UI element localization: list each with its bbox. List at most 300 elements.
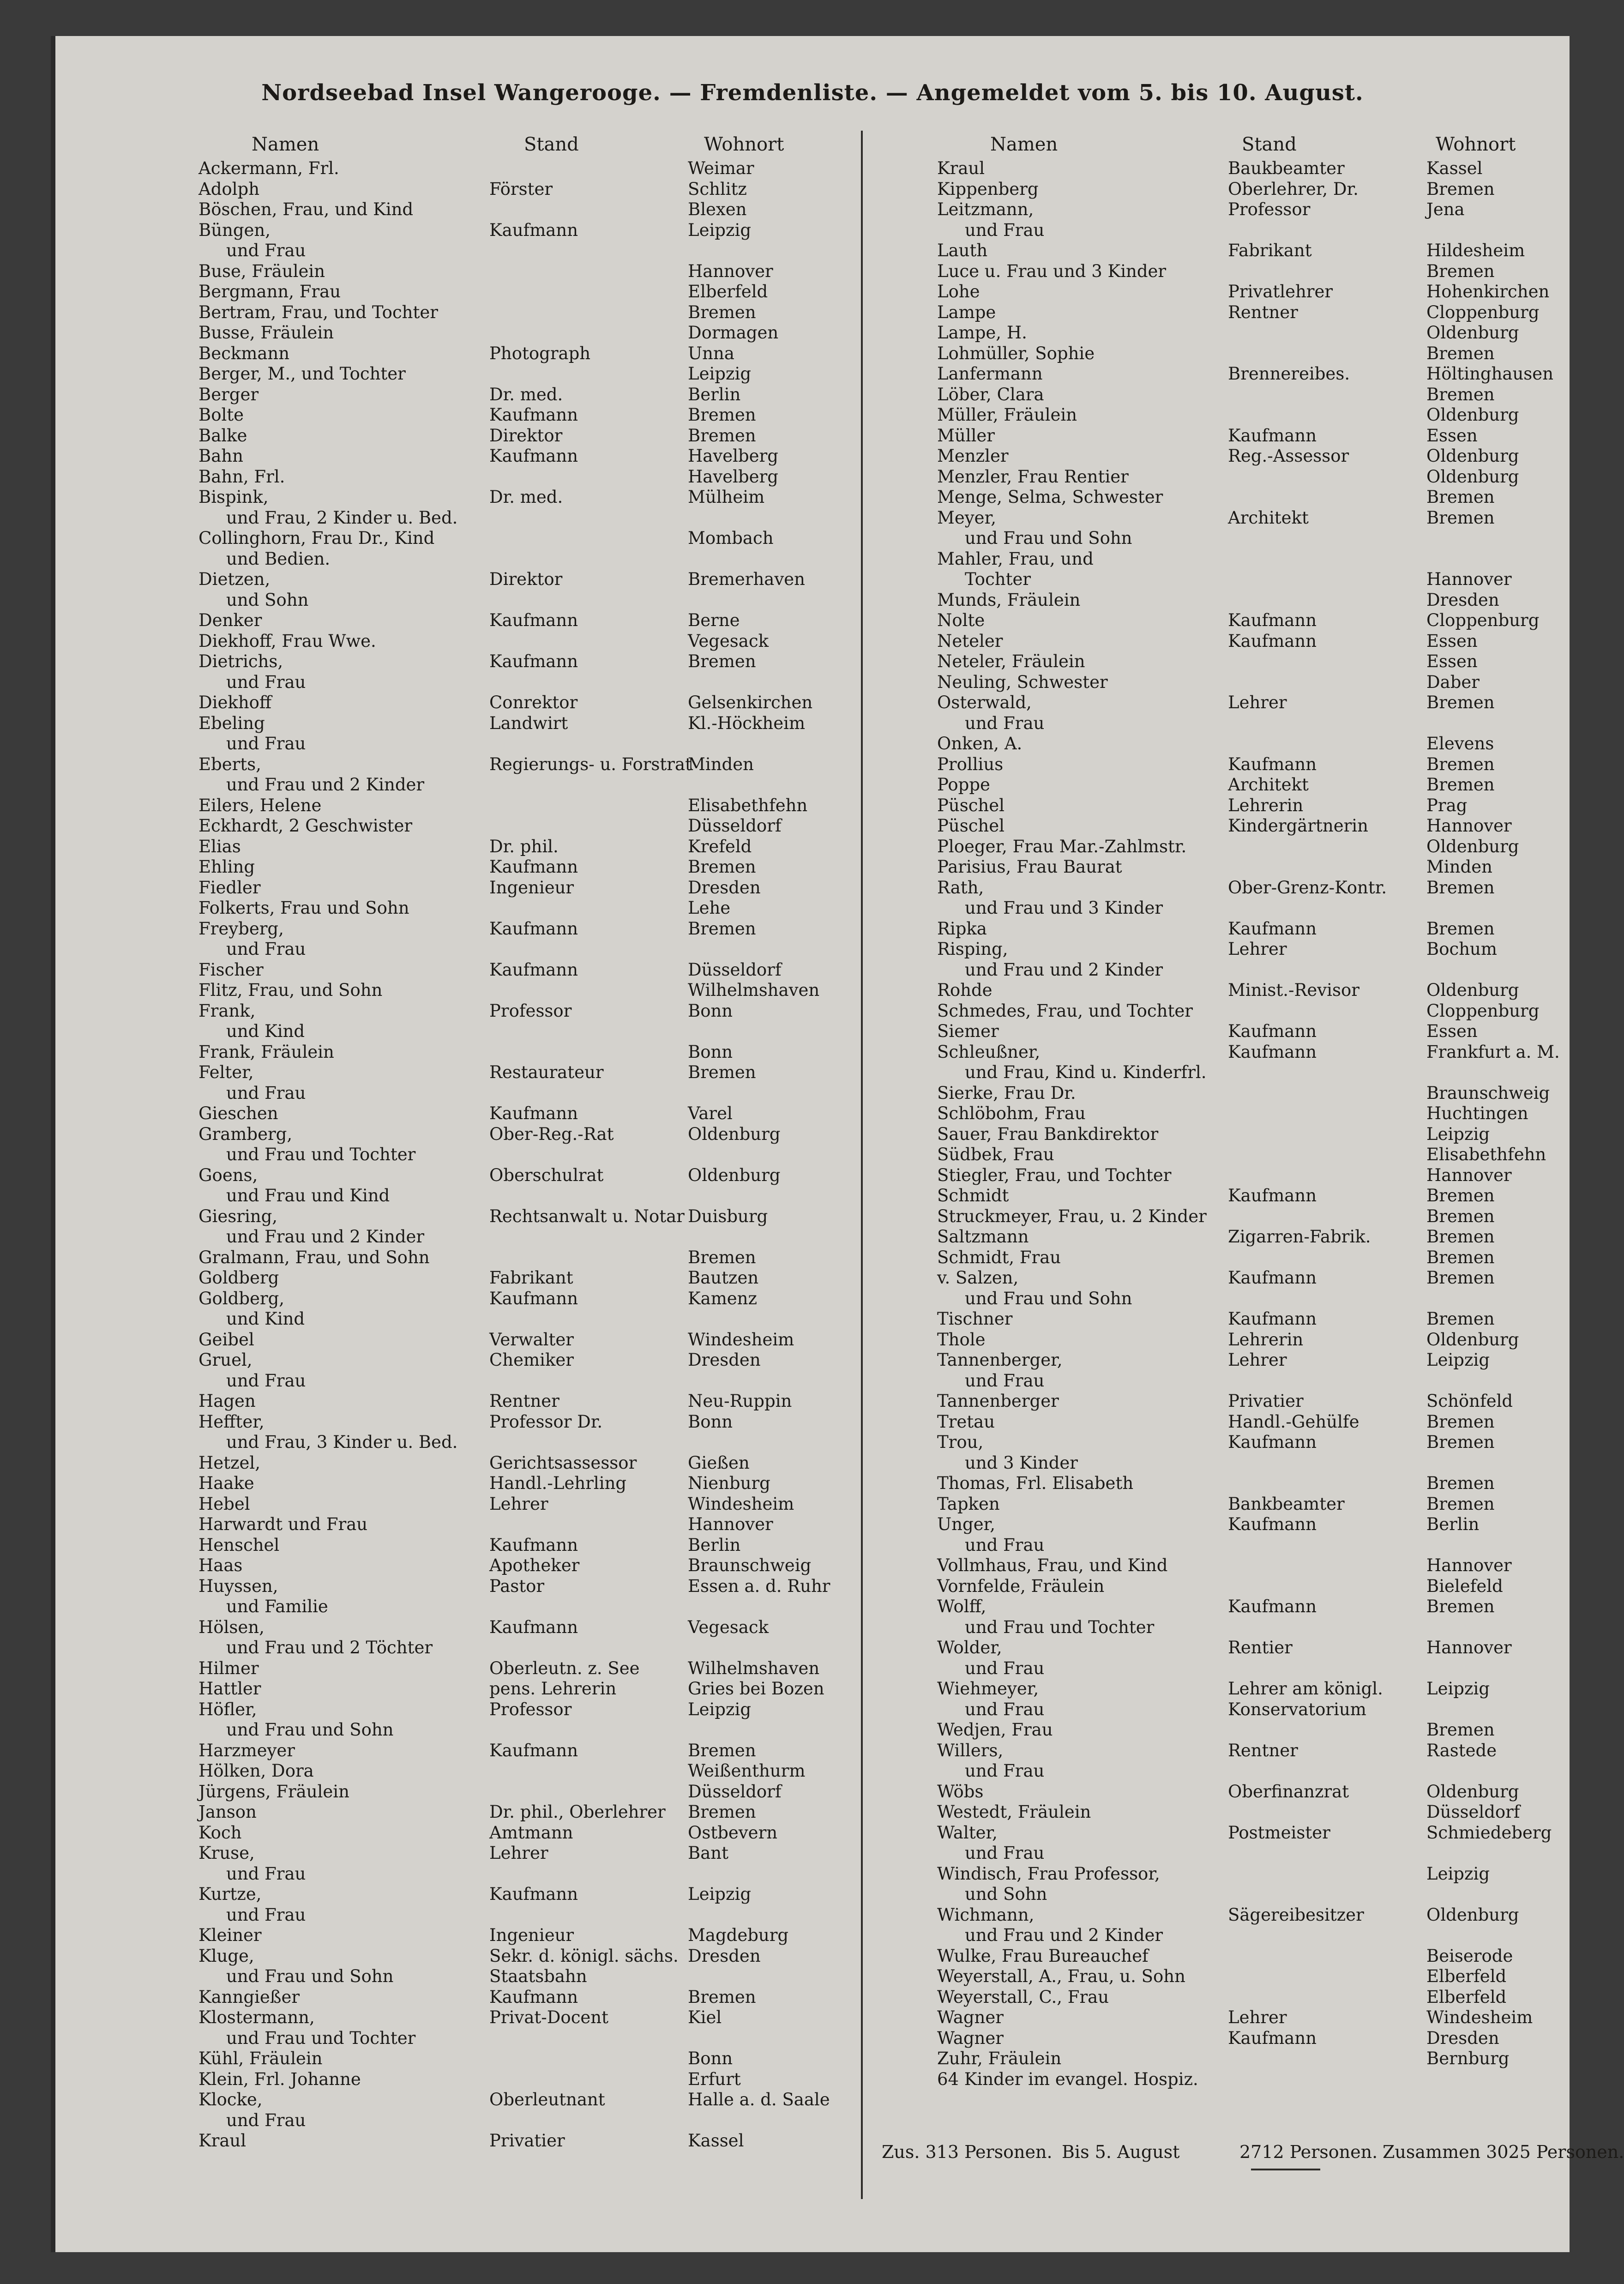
guest-name: Hagen bbox=[198, 1391, 256, 1411]
guest-wohnort: Elevens bbox=[1426, 734, 1494, 753]
guest-wohnort: Bremen bbox=[688, 405, 756, 425]
guest-wohnort: Oldenburg bbox=[688, 1165, 781, 1185]
guest-name: Berger bbox=[198, 384, 259, 404]
guest-name: und Frau bbox=[226, 2110, 306, 2130]
guest-stand: Sägereibesitzer bbox=[1228, 1904, 1364, 1925]
guest-wohnort: Frankfurt a. M. bbox=[1426, 1042, 1560, 1062]
guest-name: Haas bbox=[198, 1555, 243, 1575]
guest-name: und Frau bbox=[226, 939, 306, 959]
guest-name: Lohmüller, Sophie bbox=[937, 343, 1095, 363]
guest-name: Fiedler bbox=[198, 877, 261, 898]
guest-wohnort: Bonn bbox=[688, 1411, 733, 1432]
guest-name: Tretau bbox=[937, 1411, 995, 1432]
guest-name: Neteler bbox=[937, 631, 1003, 651]
guest-wohnort: Bremen bbox=[1426, 1432, 1495, 1452]
guest-wohnort: Höltinghausen bbox=[1426, 364, 1554, 384]
guest-wohnort: Bremen bbox=[688, 857, 756, 877]
guest-wohnort: Minden bbox=[688, 754, 754, 774]
guest-stand: Kaufmann bbox=[489, 446, 578, 466]
guest-stand: Oberlehrer, Dr. bbox=[1228, 179, 1359, 199]
guest-name: Menzler, Frau Rentier bbox=[937, 466, 1129, 487]
guest-name: Onken, A. bbox=[937, 734, 1023, 753]
guest-wohnort: Bremen bbox=[1426, 1411, 1495, 1432]
guest-stand: Kaufmann bbox=[1228, 1042, 1317, 1062]
guest-name: und Sohn bbox=[226, 590, 309, 610]
guest-wohnort: Bonn bbox=[688, 2049, 733, 2068]
guest-name: und 3 Kinder bbox=[965, 1452, 1078, 1473]
guest-name: Munds, Fräulein bbox=[937, 590, 1081, 610]
guest-wohnort: Ostbevern bbox=[688, 1822, 778, 1843]
guest-wohnort: Blexen bbox=[688, 199, 747, 219]
guest-stand: Ingenieur bbox=[489, 877, 574, 898]
guest-wohnort: Essen bbox=[1426, 651, 1478, 671]
guest-stand: Kaufmann bbox=[1228, 1514, 1317, 1534]
guest-wohnort: Krefeld bbox=[688, 836, 752, 856]
guest-wohnort: Essen bbox=[1426, 631, 1478, 651]
guest-name: Janson bbox=[198, 1802, 257, 1822]
guest-name: Schmidt, Frau bbox=[937, 1247, 1061, 1267]
guest-name: und Frau bbox=[965, 220, 1045, 240]
guest-stand: Ingenieur bbox=[489, 1925, 574, 1945]
guest-name: und Frau und Kind bbox=[226, 1186, 390, 1205]
guest-wohnort: Bonn bbox=[688, 1000, 733, 1021]
guest-name: Hetzel, bbox=[198, 1452, 261, 1473]
guest-name: und Frau bbox=[226, 1863, 306, 1884]
guest-name: Thomas, Frl. Elisabeth bbox=[937, 1473, 1134, 1493]
guest-name: und Frau bbox=[965, 1658, 1045, 1678]
guest-name: und Frau und Tochter bbox=[226, 2028, 416, 2048]
guest-stand: Kaufmann bbox=[1228, 918, 1317, 939]
guest-wohnort: Unna bbox=[688, 343, 734, 363]
guest-name: Balke bbox=[198, 425, 247, 446]
guest-wohnort: Bremen bbox=[1426, 487, 1495, 507]
guest-wohnort: Vegesack bbox=[688, 631, 769, 651]
guest-stand: Lehrerin bbox=[1228, 1329, 1304, 1350]
guest-wohnort: Bautzen bbox=[688, 1268, 759, 1288]
guest-name: Schmedes, Frau, und Tochter bbox=[937, 1000, 1193, 1021]
guest-name: Eilers, Helene bbox=[198, 795, 322, 815]
guest-name: Kraul bbox=[937, 158, 985, 178]
guest-stand: Kaufmann bbox=[489, 918, 578, 939]
guest-wohnort: Leipzig bbox=[1426, 1679, 1490, 1699]
guest-wohnort: Halle a. d. Saale bbox=[688, 2090, 830, 2109]
guest-stand: Rechtsanwalt u. Notar bbox=[489, 1206, 685, 1226]
guest-wohnort: Düsseldorf bbox=[688, 959, 782, 980]
guest-name: und Frau und 3 Kinder bbox=[965, 898, 1163, 918]
guest-name: und Frau bbox=[226, 1083, 306, 1103]
guest-name: Müller bbox=[937, 425, 995, 446]
guest-stand: Privatlehrer bbox=[1228, 282, 1333, 301]
guest-name: Neuling, Schwester bbox=[937, 672, 1108, 692]
guest-stand: Gerichtsassessor bbox=[489, 1452, 637, 1473]
guest-wohnort: Leipzig bbox=[1426, 1350, 1490, 1370]
guest-wohnort: Bremen bbox=[1426, 507, 1495, 528]
guest-name: Sierke, Frau Dr. bbox=[937, 1083, 1076, 1103]
guest-name: Goldberg, bbox=[198, 1288, 285, 1308]
guest-stand: Professor Dr. bbox=[489, 1411, 603, 1432]
guest-stand: Professor bbox=[489, 1000, 572, 1021]
guest-wohnort: Bremen bbox=[1426, 1206, 1495, 1226]
guest-name: Kurtze, bbox=[198, 1884, 262, 1904]
guest-name: Denker bbox=[198, 610, 262, 630]
guest-wohnort: Erfurt bbox=[688, 2069, 741, 2089]
guest-name: Walter, bbox=[937, 1822, 998, 1843]
guest-wohnort: Bant bbox=[688, 1843, 728, 1863]
guest-stand: Brennereibes. bbox=[1228, 364, 1350, 384]
guest-stand: Baukbeamter bbox=[1228, 158, 1345, 178]
guest-wohnort: Jena bbox=[1426, 199, 1465, 219]
guest-stand: Apotheker bbox=[489, 1555, 580, 1575]
guest-name: und Frau bbox=[965, 1535, 1045, 1555]
guest-name: Löber, Clara bbox=[937, 384, 1044, 404]
guest-stand: Minist.-Revisor bbox=[1228, 980, 1359, 1000]
guest-name: Flitz, Frau, und Sohn bbox=[198, 980, 383, 1000]
guest-name: und Frau bbox=[965, 1761, 1045, 1781]
guest-name: Kippenberg bbox=[937, 179, 1039, 199]
guest-wohnort: Havelberg bbox=[688, 446, 778, 466]
guest-name: Zuhr, Fräulein bbox=[937, 2049, 1062, 2068]
guest-name: und Frau bbox=[965, 713, 1045, 733]
guest-stand: Kaufmann bbox=[1228, 754, 1317, 774]
guest-stand: pens. Lehrerin bbox=[489, 1679, 617, 1699]
guest-wohnort: Bremen bbox=[1426, 1473, 1495, 1493]
guest-name: und Frau bbox=[226, 241, 306, 260]
total-until-count: 2712 Personen. bbox=[1239, 2142, 1378, 2162]
guest-wohnort: Bremen bbox=[1426, 1247, 1495, 1267]
guest-wohnort: Leipzig bbox=[1426, 1124, 1490, 1144]
guest-name: Müller, Fräulein bbox=[937, 405, 1077, 425]
total-until-label: Bis 5. August bbox=[1062, 2142, 1180, 2162]
guest-wohnort: Oldenburg bbox=[1426, 466, 1519, 487]
guest-stand: Direktor bbox=[489, 569, 563, 589]
guest-name: Poppe bbox=[937, 775, 990, 795]
guest-name: Kanngießer bbox=[198, 1987, 300, 2007]
guest-wohnort: Windesheim bbox=[688, 1494, 794, 1514]
guest-name: Ackermann, Frl. bbox=[198, 158, 339, 178]
guest-wohnort: Wilhelmshaven bbox=[688, 1658, 820, 1678]
guest-name: und Kind bbox=[226, 1309, 305, 1329]
guest-name: Folkerts, Frau und Sohn bbox=[198, 898, 409, 918]
guest-wohnort: Elisabethfehn bbox=[1426, 1145, 1546, 1164]
guest-stand: Verwalter bbox=[489, 1329, 574, 1350]
guest-name: Eckhardt, 2 Geschwister bbox=[198, 816, 413, 836]
guest-name: Harwardt und Frau bbox=[198, 1514, 368, 1534]
column-divider bbox=[861, 131, 863, 2199]
guest-stand: Lehrer bbox=[1228, 693, 1287, 712]
guest-wohnort: Bremen bbox=[688, 651, 756, 671]
guest-stand: Kindergärtnerin bbox=[1228, 816, 1368, 836]
guest-wohnort: Bremen bbox=[1426, 384, 1495, 404]
guest-stand: Reg.-Assessor bbox=[1228, 446, 1349, 466]
guest-name: und Kind bbox=[226, 1021, 305, 1041]
guest-stand: Lehrer am königl. bbox=[1228, 1679, 1383, 1699]
guest-name: Hattler bbox=[198, 1679, 261, 1699]
guest-name: Windisch, Frau Professor, bbox=[937, 1863, 1160, 1884]
guest-name: Klocke, bbox=[198, 2090, 263, 2109]
guest-wohnort: Bremen bbox=[1426, 1186, 1495, 1205]
guest-name: Saltzmann bbox=[937, 1227, 1029, 1247]
guest-wohnort: Kamenz bbox=[688, 1288, 758, 1308]
guest-wohnort: Oldenburg bbox=[1426, 323, 1519, 343]
guest-name: und Frau bbox=[226, 1904, 306, 1925]
page-title: Nordseebad Insel Wangerooge. — Fremdenliste. — Angemeldet vom 5. bis 10. August. bbox=[261, 80, 1364, 106]
guest-stand: Direktor bbox=[489, 425, 563, 446]
guest-name: und Frau und 2 Töchter bbox=[226, 1638, 433, 1657]
guest-wohnort: Bremen bbox=[1426, 261, 1495, 281]
guest-stand: Kaufmann bbox=[1228, 2028, 1317, 2048]
guest-name: Dietzen, bbox=[198, 569, 271, 589]
guest-wohnort: Schmiedeberg bbox=[1426, 1822, 1552, 1843]
guest-name: und Frau und 2 Kinder bbox=[226, 775, 425, 795]
guest-name: Kraul bbox=[198, 2131, 247, 2151]
guest-stand: Privatier bbox=[1228, 1391, 1304, 1411]
guest-name: Risping, bbox=[937, 939, 1008, 959]
guest-name: und Frau und Sohn bbox=[226, 1720, 394, 1740]
guest-stand: Photograph bbox=[489, 343, 591, 363]
guest-stand: Kaufmann bbox=[489, 1288, 578, 1308]
guest-name: Heffter, bbox=[198, 1411, 265, 1432]
guest-name: Leitzmann, bbox=[937, 199, 1034, 219]
guest-name: Lanfermann bbox=[937, 364, 1043, 384]
guest-wohnort: Minden bbox=[1426, 857, 1492, 877]
guest-name: Collinghorn, Frau Dr., Kind bbox=[198, 528, 435, 548]
guest-wohnort: Bremen bbox=[1426, 1494, 1495, 1514]
guest-stand: Chemiker bbox=[489, 1350, 574, 1370]
guest-wohnort: Havelberg bbox=[688, 466, 778, 487]
guest-wohnort: Bochum bbox=[1426, 939, 1497, 959]
guest-wohnort: Oldenburg bbox=[1426, 836, 1519, 856]
guest-wohnort: Weimar bbox=[688, 158, 754, 178]
guest-stand: Lehrer bbox=[1228, 1350, 1287, 1370]
guest-name: Goens, bbox=[198, 1165, 258, 1185]
guest-wohnort: Hildesheim bbox=[1426, 241, 1525, 260]
guest-name: Harzmeyer bbox=[198, 1740, 295, 1760]
guest-name: Siemer bbox=[937, 1021, 999, 1041]
guest-name: Weyerstall, C., Frau bbox=[937, 1987, 1109, 2007]
guest-name: Lauth bbox=[937, 241, 988, 260]
col-header-namen-right: Namen bbox=[990, 134, 1058, 155]
guest-wohnort: Bremen bbox=[1426, 1268, 1495, 1288]
guest-name: Böschen, Frau, und Kind bbox=[198, 199, 414, 219]
guest-stand: Bankbeamter bbox=[1228, 1494, 1345, 1514]
guest-name: Henschel bbox=[198, 1535, 280, 1555]
guest-stand: Staatsbahn bbox=[489, 1966, 587, 1986]
guest-wohnort: Huchtingen bbox=[1426, 1103, 1528, 1123]
guest-stand: Fabrikant bbox=[489, 1268, 573, 1288]
guest-wohnort: Braunschweig bbox=[1426, 1083, 1550, 1103]
guest-name: und Bedien. bbox=[226, 548, 331, 569]
guest-name: Tannenberger, bbox=[937, 1350, 1063, 1370]
guest-name: Hölsen, bbox=[198, 1617, 265, 1637]
guest-stand: Rentier bbox=[1228, 1638, 1293, 1657]
guest-name: Dietrichs, bbox=[198, 651, 283, 671]
guest-stand: Oberleutn. z. See bbox=[489, 1658, 640, 1678]
guest-stand: Landwirt bbox=[489, 713, 568, 733]
guest-name: Schlöbohm, Frau bbox=[937, 1103, 1086, 1123]
guest-name: Huyssen, bbox=[198, 1576, 278, 1596]
guest-stand: Restaurateur bbox=[489, 1062, 604, 1082]
guest-name: Kruse, bbox=[198, 1843, 255, 1863]
guest-name: Beckmann bbox=[198, 343, 290, 363]
guest-wohnort: Berne bbox=[688, 610, 740, 630]
guest-wohnort: Weißenthurm bbox=[688, 1761, 806, 1781]
guest-stand: Privat-Docent bbox=[489, 2007, 609, 2027]
guest-wohnort: Oldenburg bbox=[688, 1124, 781, 1144]
guest-wohnort: Kassel bbox=[688, 2131, 744, 2151]
guest-name: Tapken bbox=[937, 1494, 1000, 1514]
guest-name: und Frau und Sohn bbox=[965, 528, 1132, 548]
guest-stand: Rentner bbox=[489, 1391, 559, 1411]
guest-wohnort: Bremen bbox=[1426, 1227, 1495, 1247]
guest-name: und Frau, 2 Kinder u. Bed. bbox=[226, 507, 458, 528]
guest-name: Trou, bbox=[937, 1432, 984, 1452]
guest-wohnort: Beiserode bbox=[1426, 1946, 1513, 1966]
guest-name: und Frau und Tochter bbox=[226, 1145, 416, 1164]
guest-stand: Kaufmann bbox=[489, 857, 578, 877]
guest-name: Stiegler, Frau, und Tochter bbox=[937, 1165, 1172, 1185]
col-header-stand-right: Stand bbox=[1242, 134, 1297, 155]
guest-wohnort: Vegesack bbox=[688, 1617, 769, 1637]
guest-name: Neteler, Fräulein bbox=[937, 651, 1085, 671]
guest-name: Giesring, bbox=[198, 1206, 278, 1226]
guest-wohnort: Bremen bbox=[688, 1740, 756, 1760]
guest-name: Hölken, Dora bbox=[198, 1761, 314, 1781]
guest-name: Diekhoff, Frau Wwe. bbox=[198, 631, 376, 651]
guest-stand: Kaufmann bbox=[1228, 1597, 1317, 1616]
guest-name: Busse, Fräulein bbox=[198, 323, 334, 343]
guest-name: und Frau und Sohn bbox=[226, 1966, 394, 1986]
guest-wohnort: Leipzig bbox=[1426, 1863, 1490, 1884]
guest-stand: Kaufmann bbox=[489, 405, 578, 425]
guest-name: Lampe, H. bbox=[937, 323, 1027, 343]
guest-stand: Kaufmann bbox=[489, 651, 578, 671]
guest-name: Koch bbox=[198, 1822, 242, 1843]
guest-name: Wolder, bbox=[937, 1638, 1002, 1657]
guest-name: Wulke, Frau Bureauchef bbox=[937, 1946, 1149, 1966]
guest-name: Bolte bbox=[198, 405, 244, 425]
guest-wohnort: Berlin bbox=[688, 1535, 741, 1555]
guest-name: Gieschen bbox=[198, 1103, 278, 1123]
guest-stand: Kaufmann bbox=[489, 1103, 578, 1123]
guest-wohnort: Bremen bbox=[1426, 918, 1495, 939]
guest-wohnort: Leipzig bbox=[688, 1699, 751, 1719]
guest-name: Klein, Frl. Johanne bbox=[198, 2069, 361, 2089]
guest-stand: Kaufmann bbox=[489, 220, 578, 240]
guest-stand: Oberfinanzrat bbox=[1228, 1781, 1349, 1802]
guest-name: Bahn, Frl. bbox=[198, 466, 285, 487]
guest-wohnort: Dresden bbox=[688, 1350, 761, 1370]
guest-name: Osterwald, bbox=[937, 693, 1032, 712]
guest-name: Felter, bbox=[198, 1062, 254, 1082]
guest-name: Rohde bbox=[937, 980, 992, 1000]
guest-wohnort: Kl.-Höckheim bbox=[688, 713, 806, 733]
guest-stand: Kaufmann bbox=[489, 1987, 578, 2007]
guest-name: Gruel, bbox=[198, 1350, 253, 1370]
guest-wohnort: Leipzig bbox=[688, 220, 751, 240]
guest-stand: Kaufmann bbox=[1228, 610, 1317, 630]
guest-wohnort: Cloppenburg bbox=[1426, 302, 1540, 322]
guest-name: Ebeling bbox=[198, 713, 265, 733]
col-header-namen-left: Namen bbox=[252, 134, 319, 155]
guest-wohnort: Dresden bbox=[688, 877, 761, 898]
guest-wohnort: Leipzig bbox=[688, 364, 751, 384]
guest-wohnort: Mülheim bbox=[688, 487, 765, 507]
guest-wohnort: Kiel bbox=[688, 2007, 722, 2027]
guest-stand: Lehrer bbox=[1228, 2007, 1287, 2027]
guest-stand: Dr. phil. bbox=[489, 836, 559, 856]
guest-name: Frank, Fräulein bbox=[198, 1042, 334, 1062]
guest-name: Ripka bbox=[937, 918, 987, 939]
grand-total: Zusammen 3025 Personen. bbox=[1383, 2142, 1624, 2162]
guest-name: und Sohn bbox=[965, 1884, 1047, 1904]
guest-name: Kleiner bbox=[198, 1925, 262, 1945]
guest-stand: Lehrer bbox=[489, 1843, 548, 1863]
guest-stand: Lehrer bbox=[489, 1494, 548, 1514]
guest-name: Püschel bbox=[937, 816, 1004, 836]
guest-name: Büngen, bbox=[198, 220, 271, 240]
guest-stand: Professor bbox=[489, 1699, 572, 1719]
guest-name: und Frau, 3 Kinder u. Bed. bbox=[226, 1432, 458, 1452]
guest-wohnort: Rastede bbox=[1426, 1740, 1497, 1760]
guest-wohnort: Daber bbox=[1426, 672, 1480, 692]
guest-wohnort: Leipzig bbox=[688, 1884, 751, 1904]
guest-wohnort: Hannover bbox=[1426, 1638, 1512, 1657]
guest-name: Meyer, bbox=[937, 507, 996, 528]
guest-wohnort: Gelsenkirchen bbox=[688, 693, 813, 712]
guest-name: und Familie bbox=[226, 1597, 328, 1616]
guest-name: Adolph bbox=[198, 179, 260, 199]
guest-stand: Kaufmann bbox=[489, 1884, 578, 1904]
guest-name: Unger, bbox=[937, 1514, 995, 1534]
guest-wohnort: Lehe bbox=[688, 898, 731, 918]
guest-wohnort: Magdeburg bbox=[688, 1925, 789, 1945]
guest-wohnort: Bremen bbox=[1426, 877, 1495, 898]
guest-stand: Dr. phil., Oberlehrer bbox=[489, 1802, 666, 1822]
guest-name: Menzler bbox=[937, 446, 1009, 466]
guest-name: Wagner bbox=[937, 2028, 1004, 2048]
guest-wohnort: Bernburg bbox=[1426, 2049, 1510, 2068]
guest-stand: Pastor bbox=[489, 1576, 545, 1596]
guest-name: Gramberg, bbox=[198, 1124, 293, 1144]
guest-name: Thole bbox=[937, 1329, 986, 1350]
guest-stand: Regierungs- u. Forstrat bbox=[489, 754, 692, 774]
guest-wohnort: Essen a. d. Ruhr bbox=[688, 1576, 830, 1596]
guest-stand: Dr. med. bbox=[489, 384, 563, 404]
guest-wohnort: Hannover bbox=[1426, 1165, 1512, 1185]
guest-stand: Kaufmann bbox=[1228, 1268, 1317, 1288]
guest-wohnort: Duisburg bbox=[688, 1206, 768, 1226]
guest-name: Tischner bbox=[937, 1309, 1013, 1329]
guest-name: Haake bbox=[198, 1473, 254, 1493]
guest-stand: Lehrerin bbox=[1228, 795, 1304, 815]
guest-name: Weyerstall, A., Frau, u. Sohn bbox=[937, 1966, 1185, 1986]
guest-name: Freyberg, bbox=[198, 918, 284, 939]
guest-name: Lohe bbox=[937, 282, 980, 301]
guest-name: Schleußner, bbox=[937, 1042, 1041, 1062]
guest-name: und Frau bbox=[965, 1699, 1045, 1719]
guest-wohnort: Bremen bbox=[688, 425, 756, 446]
guest-name: Schmidt bbox=[937, 1186, 1009, 1205]
guest-stand: Kaufmann bbox=[489, 959, 578, 980]
guest-stand: Sekr. d. königl. sächs. bbox=[489, 1946, 679, 1966]
guest-wohnort: Oldenburg bbox=[1426, 1329, 1519, 1350]
guest-stand: Lehrer bbox=[1228, 939, 1287, 959]
guest-name: Mahler, Frau, und bbox=[937, 548, 1094, 569]
guest-wohnort: Kassel bbox=[1426, 158, 1483, 178]
guest-name: Ehling bbox=[198, 857, 255, 877]
guest-stand: Kaufmann bbox=[1228, 1186, 1317, 1205]
guest-stand: Kaufmann bbox=[1228, 1309, 1317, 1329]
